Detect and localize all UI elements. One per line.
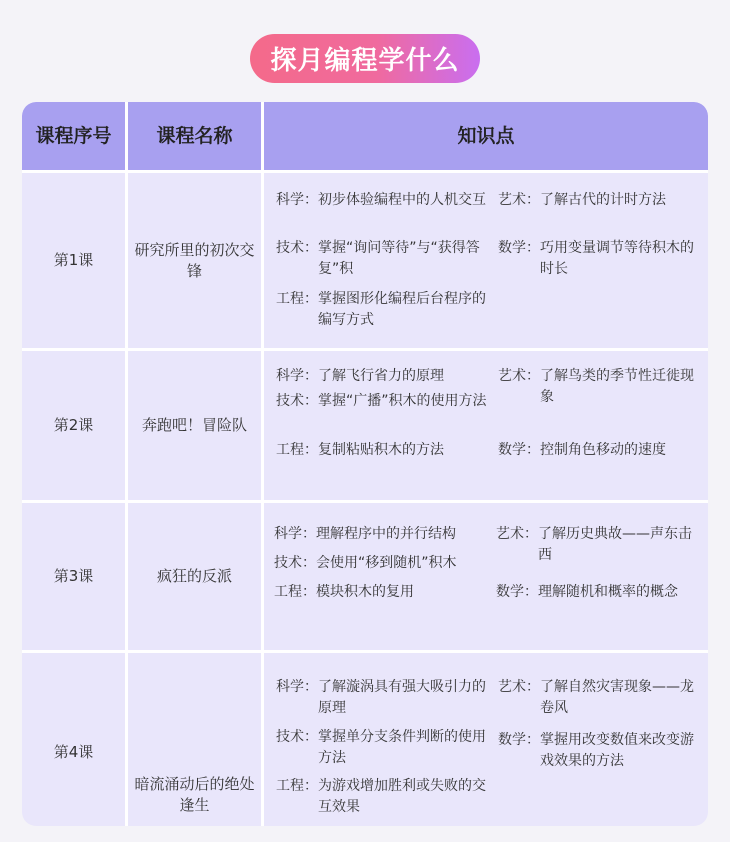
lesson-number: 第4课 — [53, 743, 94, 761]
knowledge-engineering: 工程： 为游戏增加胜利或失败的交互效果 — [276, 778, 486, 815]
knowledge-engineering: 工程： 复制粘贴积木的方法 — [276, 442, 444, 458]
lesson-number: 第3课 — [53, 567, 94, 585]
knowledge-science: 科学： 了解飞行省力的原理 — [276, 368, 444, 384]
lesson-number: 第2课 — [53, 416, 94, 434]
course-table — [22, 102, 708, 826]
knowledge-math: 数学： 理解随机和概率的概念 — [496, 584, 678, 600]
course-name: 研究所里的初次交锋 — [134, 240, 255, 280]
page-title: 探月编程学什么 — [250, 34, 479, 83]
course-name: 奔跑吧！冒险队 — [141, 416, 247, 434]
header-lesson-number: 课程序号 — [35, 125, 112, 147]
knowledge-art: 艺术： 了解古代的计时方法 — [498, 192, 666, 208]
knowledge-science: 科学： 初步体验编程中的人机交互 — [276, 192, 486, 208]
knowledge-art: 艺术： 了解鸟类的季节性迁徙现象 — [498, 368, 694, 405]
knowledge-math: 数学： 控制角色移动的速度 — [498, 442, 666, 458]
knowledge-technology: 技术： 掌握“广播”积木的使用方法 — [276, 393, 487, 409]
knowledge-math: 数学： 掌握用改变数值来改变游戏效果的方法 — [498, 732, 694, 769]
knowledge-science: 科学： 了解漩涡具有强大吸引力的原理 — [276, 679, 486, 716]
knowledge-art: 艺术： 了解历史典故——声东击西 — [496, 526, 692, 563]
course-name: 暗流涌动后的绝处逢生 — [134, 775, 255, 814]
header-knowledge-points: 知识点 — [457, 125, 515, 147]
knowledge-math: 数学： 巧用变量调节等待积木的时长 — [498, 240, 694, 277]
knowledge-technology: 技术： 会使用“移到随机”积木 — [274, 555, 457, 571]
knowledge-technology: 技术： 掌握单分支条件判断的使用方法 — [276, 729, 486, 766]
knowledge-technology: 技术： 掌握“询问等待”与“获得答复”积 — [276, 240, 480, 277]
knowledge-engineering: 工程： 掌握图形化编程后台程序的编写方式 — [276, 291, 486, 328]
title-banner — [0, 34, 730, 83]
header-course-name: 课程名称 — [156, 125, 233, 147]
knowledge-science: 科学： 理解程序中的并行结构 — [274, 526, 456, 542]
column-divider — [261, 102, 264, 826]
knowledge-art: 艺术： 了解自然灾害现象——龙卷风 — [498, 679, 694, 716]
knowledge-engineering: 工程： 模块积木的复用 — [274, 584, 414, 600]
column-divider — [125, 102, 128, 826]
lesson-number: 第1课 — [53, 251, 94, 269]
course-name: 疯狂的反派 — [156, 567, 232, 585]
